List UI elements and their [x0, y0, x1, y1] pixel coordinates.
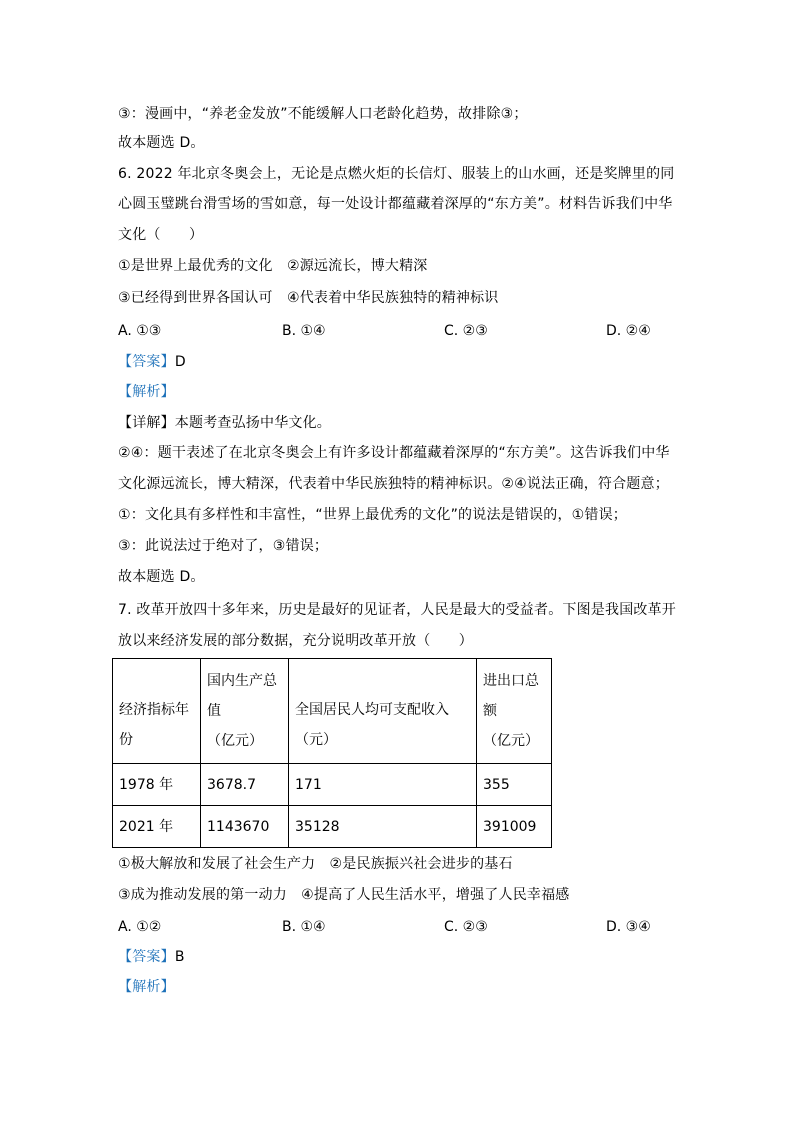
q6-detail-line: 【详解】本题考查弘扬中华文化。 [118, 415, 331, 431]
table-header-row [113, 659, 552, 764]
q7-stem-line: 放以来经济发展的部分数据，充分说明改革开放（ ） [118, 633, 473, 649]
table-cell: 2021 年 [113, 806, 201, 848]
header-text: 额 [483, 703, 497, 719]
table-cell: 171 [289, 764, 477, 806]
answer-label: 【答案】 [118, 354, 175, 370]
q7-option-d: D. ③④ [606, 919, 651, 935]
header-text: 经济指标年 [119, 702, 189, 718]
q6-stem-line: 心圆玉璧跳台滑雪场的雪如意，每一处设计都蕴藏着深厚的“东方美”。材料告诉我们中华 [118, 196, 673, 212]
q6-option-c: C. ②③ [444, 323, 488, 339]
table-cell: 1143670 [201, 806, 289, 848]
table-row [113, 764, 552, 806]
q6-statement: ③已经得到世界各国认可 ④代表着中华民族独特的精神标识 [118, 290, 499, 306]
table-header-cell [113, 659, 201, 764]
q6-answer [118, 352, 186, 372]
answer-value: B [174, 949, 185, 965]
table-header-cell [201, 659, 289, 764]
q6-detail-line: ③：此说法过于绝对了，③错误； [118, 538, 329, 554]
q6-option-d: D. ②④ [606, 323, 651, 339]
table-cell: 35128 [289, 806, 477, 848]
header-text: （亿元） [483, 733, 539, 749]
economic-data-table [112, 658, 552, 848]
q7-option-b: B. ①④ [282, 919, 326, 935]
q6-stem-line: 6. 2022 年北京冬奥会上，无论是点燃火炬的长信灯、服装上的山水画，还是奖牌里的同 [118, 166, 675, 182]
header-text: 全国居民人均可支配收入 [295, 702, 449, 718]
q7-option-a: A. ①② [118, 919, 162, 935]
table-cell: 3678.7 [201, 764, 289, 806]
q6-statement: ①是世界上最优秀的文化 ②源远流长，博大精深 [118, 258, 428, 274]
table-cell: 1978 年 [113, 764, 201, 806]
header-text: 国内生产总 [207, 673, 277, 689]
header-text: （元） [295, 732, 337, 748]
q7-answer [118, 947, 185, 967]
q6-detail-line: ①：文化具有多样性和丰富性，“世界上最优秀的文化”的说法是错误的，①错误； [118, 507, 628, 523]
table-cell: 355 [477, 764, 552, 806]
text-line: 故本题选 D。 [118, 135, 205, 151]
q7-stem-line: 7. 改革开放四十多年来，历史是最好的见证者，人民是最大的受益者。下图是我国改革开 [118, 602, 677, 618]
table-cell: 391009 [477, 806, 552, 848]
q7-analysis-label: 【解析】 [118, 979, 175, 995]
q6-option-a: A. ①③ [118, 323, 162, 339]
q7-option-c: C. ②③ [444, 919, 488, 935]
answer-label: 【答案】 [118, 949, 175, 965]
q6-detail-line: ②④：题干表述了在北京冬奥会上有许多设计都蕴藏着深厚的“东方美”。这告诉我们中华 [118, 445, 670, 461]
text-line: ③：漫画中，“养老金发放”不能缓解人口老龄化趋势，故排除③； [118, 106, 528, 122]
header-text: 值 [207, 703, 221, 719]
q7-statement: ③成为推动发展的第一动力 ④提高了人民生活水平，增强了人民幸福感 [118, 887, 570, 903]
q7-statement: ①极大解放和发展了社会生产力 ②是民族振兴社会进步的基石 [118, 856, 513, 872]
q6-option-b: B. ①④ [282, 323, 326, 339]
header-text: 进出口总 [483, 673, 539, 689]
table-header-cell [289, 659, 477, 764]
q6-analysis-label: 【解析】 [118, 384, 175, 400]
header-text: （亿元） [207, 733, 263, 749]
q6-stem-line: 文化（ ） [118, 227, 204, 243]
header-text: 份 [119, 732, 133, 748]
answer-value: D [174, 354, 186, 370]
q6-detail-line: 文化源远流长，博大精深，代表着中华民族独特的精神标识。②④说法正确，符合题意； [118, 476, 669, 492]
q6-detail-line: 故本题选 D。 [118, 569, 205, 585]
table-header-cell [477, 659, 552, 764]
table-row [113, 806, 552, 848]
